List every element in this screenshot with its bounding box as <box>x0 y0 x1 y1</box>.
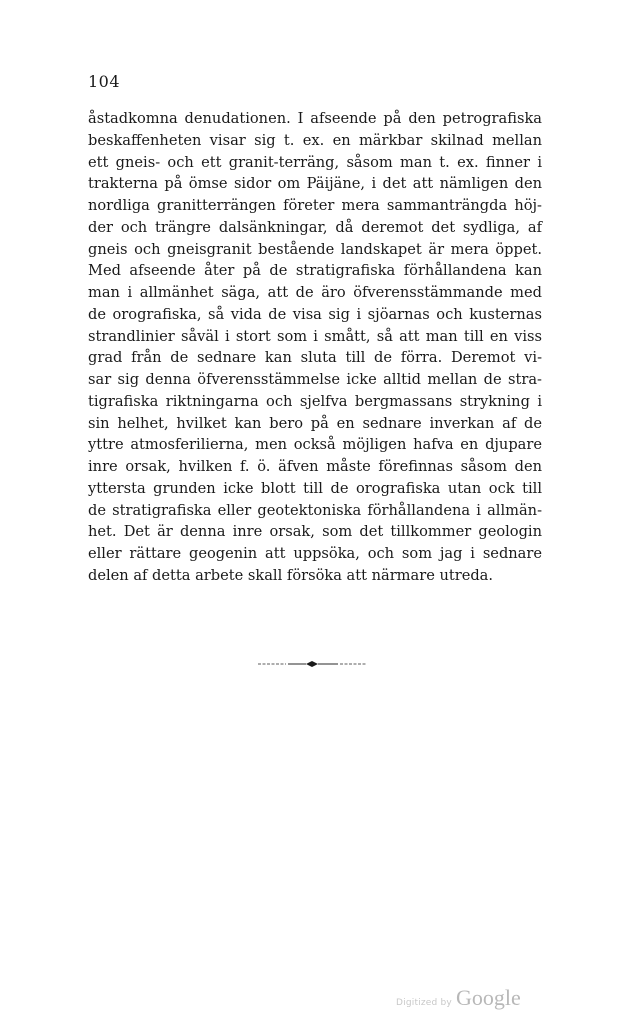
digitized-watermark <box>396 985 521 1011</box>
section-divider-ornament <box>256 658 368 670</box>
text-line: grad från de sednare kan sluta till de förra. Deremot vi- <box>88 349 542 367</box>
text-line: ett gneis- och ett granit-terräng, såsom man t. ex. finner i <box>88 153 542 171</box>
text-line: de orografiska, så vida de visa sig i sjöarnas och kusternas <box>88 305 542 323</box>
watermark-brand: Google <box>455 985 521 1010</box>
page-number: 104 <box>88 72 121 91</box>
text-line: gneis och gneisgranit bestående landskapet är mera öppet. <box>88 240 542 258</box>
text-line: beskaffenheten visar sig t. ex. en märkbar skilnad mellan <box>88 131 542 149</box>
text-line: trakterna på ömse sidor om Päijäne, i det att nämligen den <box>88 175 542 193</box>
text-line: strandlinier såväl i stort som i smått, så att man till en viss <box>88 327 542 345</box>
text-line: åstadkomna denudationen. I afseende på den petrografiska <box>88 110 542 127</box>
text-line: inre orsak, hvilken f. ö. äfven måste förefinnas såsom den <box>88 458 542 475</box>
text-line-last: delen af detta arbete skall försöka att närmare utreda. <box>88 566 494 584</box>
text-line: sin helhet, hvilket kan bero på en sednare inverkan af de <box>88 414 542 432</box>
text-line: yttre atmosferilierna, men också möjligen hafva en djupare <box>88 436 542 454</box>
text-line: tigrafiska riktningarna och sjelfva bergmassans strykning i <box>88 392 542 410</box>
text-line: Med afseende åter på de stratigrafiska förhållandena kan <box>88 262 542 280</box>
text-line: sar sig denna öfverensstämmelse icke alltid mellan de stra- <box>88 371 542 388</box>
body-text <box>88 108 542 587</box>
watermark-prefix: Digitized by <box>396 998 452 1008</box>
text-line: yttersta grunden icke blott till de orografiska utan ock till <box>88 479 542 497</box>
text-line: nordliga granitterrängen företer mera sammanträngda höj- <box>88 197 542 214</box>
text-line: de stratigrafiska eller geotektoniska förhållandena i allmän- <box>88 501 542 519</box>
text-line: der och trängre dalsänkningar, då deremot det sydliga, af <box>88 218 542 236</box>
text-line: eller rättare geogenin att uppsöka, och som jag i sednare <box>88 545 542 562</box>
text-line: man i allmänhet säga, att de äro öfverensstämmande med <box>88 284 542 301</box>
text-line: het. Det är denna inre orsak, som det tillkommer geologin <box>88 523 542 541</box>
